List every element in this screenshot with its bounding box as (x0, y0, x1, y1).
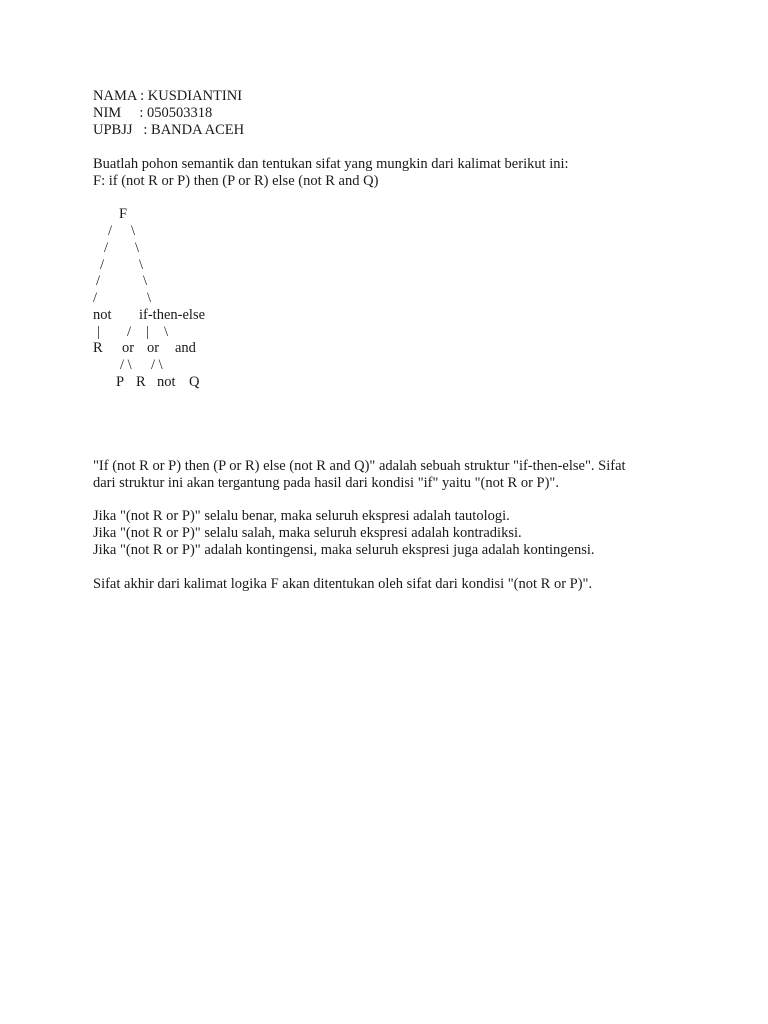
explanation-case-true: Jika "(not R or P)" selalu benar, maka seluruh ekspresi adalah tautologi. (93, 508, 510, 524)
tree-leaf-R: R (136, 374, 146, 390)
explanation-para1-line1: "If (not R or P) then (P or R) else (not R and Q)" adalah sebuah struktur "if-then-else". Sifat (93, 458, 626, 474)
question-formula: F: if (not R or P) then (P or R) else (not R and Q) (93, 173, 379, 189)
tree-branch-pipe: | (97, 324, 100, 340)
tree-root: F (119, 206, 128, 222)
tree-node-not: not (93, 307, 112, 323)
tree-leaf-R: R (93, 340, 103, 356)
explanation-case-false: Jika "(not R or P)" selalu salah, maka seluruh ekspresi adalah kontradiksi. (93, 525, 522, 541)
tree-branch-left: / (104, 240, 109, 256)
question-instruction: Buatlah pohon semantik dan tentukan sifat yang mungkin dari kalimat berikut ini: (93, 156, 569, 172)
tree-node-if-then-else: if-then-else (139, 307, 206, 323)
tree-leaf-Q: Q (189, 374, 200, 390)
explanation-case-contingent: Jika "(not R or P)" adalah kontingensi, maka seluruh ekspresi juga adalah kontingensi. (93, 542, 595, 558)
tree-node-not: not (157, 374, 176, 390)
tree-node-and: and (175, 340, 196, 356)
explanation-para1-line2: dari struktur ini akan tergantung pada hasil dari kondisi "if" yaitu "(not R or P)". (93, 475, 559, 491)
tree-node-or: or (122, 340, 135, 356)
explanation-conclusion: Sifat akhir dari kalimat logika F akan ditentukan oleh sifat dari kondisi "(not R or P)". (93, 576, 593, 592)
tree-branch-left: / (100, 257, 105, 273)
tree-branch-right: \ (139, 257, 144, 273)
tree-branch-right: \ (131, 223, 136, 239)
tree-branch-right: \ (147, 290, 152, 306)
student-upbjj: UPBJJ : BANDA ACEH (93, 122, 245, 138)
student-id: NIM : 050503318 (93, 105, 213, 121)
student-name: NAMA : KUSDIANTINI (93, 88, 243, 104)
tree-branch-split: / \ (120, 357, 132, 373)
tree-branch-left: / (108, 223, 113, 239)
tree-node-or: or (147, 340, 160, 356)
tree-branch-left: / (127, 324, 132, 340)
tree-leaf-P: P (116, 374, 125, 390)
tree-branch-right: \ (135, 240, 140, 256)
tree-branch-left: / (93, 290, 98, 306)
tree-branch-pipe: | (146, 324, 149, 340)
tree-branch-split: / \ (151, 357, 163, 373)
tree-branch-left: / (96, 273, 101, 289)
tree-branch-right: \ (164, 324, 169, 340)
tree-branch-right: \ (143, 273, 148, 289)
